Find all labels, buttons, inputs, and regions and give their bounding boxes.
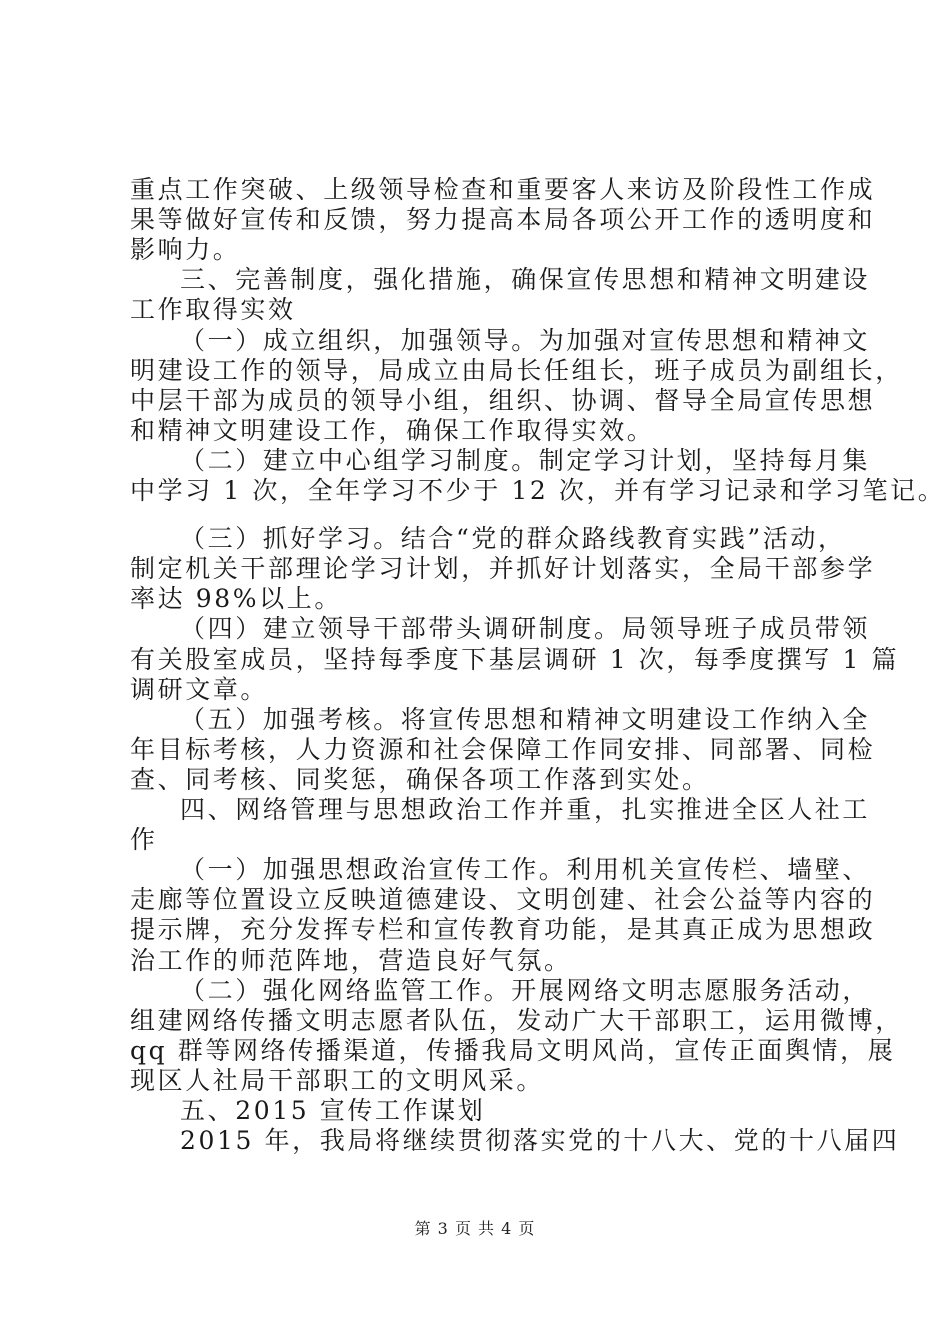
- section-heading: 四、网络管理与思想政治工作并重，扎实推进全区人社工: [180, 795, 871, 824]
- text-line: （三）抓好学习。结合“党的群众路线教育实践”活动，: [180, 524, 846, 553]
- text-line: 走廊等位置设立反映道德建设、文明创建、社会公益等内容的: [130, 885, 876, 914]
- text-line: （一）加强思想政治宣传工作。利用机关宣传栏、墙壁、: [180, 855, 871, 884]
- text-line: （二）建立中心组学习制度。制定学习计划，坚持每月集: [180, 446, 871, 475]
- section-heading: 工作取得实效: [130, 295, 296, 324]
- text-line: 2015 年，我局将继续贯彻落实党的十八大、党的十八届四: [180, 1126, 900, 1155]
- text-line: 中层干部为成员的领导小组，组织、协调、督导全局宣传思想: [130, 386, 876, 415]
- text-line: 率达 98%以上。: [130, 584, 342, 613]
- section-heading: 作: [130, 825, 158, 854]
- text-line: （一）成立组织，加强领导。为加强对宣传思想和精神文: [180, 326, 871, 355]
- text-line: 提示牌，充分发挥专栏和宣传教育功能，是其真正成为思想政: [130, 915, 876, 944]
- text-line: 果等做好宣传和反馈，努力提高本局各项公开工作的透明度和: [130, 205, 876, 234]
- text-line: （五）加强考核。将宣传思想和精神文明建设工作纳入全: [180, 705, 871, 734]
- text-line: 治工作的师范阵地，营造良好气氛。: [130, 946, 572, 975]
- text-line: （二）强化网络监管工作。开展网络文明志愿服务活动，: [180, 976, 871, 1005]
- section-heading: 五、2015 宣传工作谋划: [180, 1096, 486, 1125]
- text-line: 和精神文明建设工作，确保工作取得实效。: [130, 416, 655, 445]
- text-line: 重点工作突破、上级领导检查和重要客人来访及阶段性工作成: [130, 175, 876, 204]
- text-line: 制定机关干部理论学习计划，并抓好计划落实，全局干部参学: [130, 554, 876, 583]
- text-line: 年目标考核，人力资源和社会保障工作同安排、同部署、同检: [130, 735, 876, 764]
- text-line: 有关股室成员，坚持每季度下基层调研 1 次，每季度撰写 1 篇: [130, 645, 900, 674]
- text-line: qq 群等网络传播渠道，传播我局文明风尚，宣传正面舆情，展: [130, 1036, 896, 1065]
- text-line: 查、同考核、同奖惩，确保各项工作落到实处。: [130, 765, 710, 794]
- text-line: 组建网络传播文明志愿者队伍，发动广大干部职工，运用微博，: [130, 1006, 903, 1035]
- text-line: 现区人社局干部职工的文明风采。: [130, 1066, 545, 1095]
- text-line: 中学习 1 次，全年学习不少于 12 次，并有学习记录和学习笔记。: [130, 476, 946, 505]
- section-heading: 三、完善制度，强化措施，确保宣传思想和精神文明建设: [180, 265, 871, 294]
- text-line: 调研文章。: [130, 675, 269, 704]
- text-line: （四）建立领导干部带头调研制度。局领导班子成员带领: [180, 614, 871, 643]
- page-number-footer: 第 3 页 共 4 页: [414, 1219, 536, 1238]
- text-line: 明建设工作的领导，局成立由局长任组长，班子成员为副组长，: [130, 356, 903, 385]
- text-line: 影响力。: [130, 235, 241, 264]
